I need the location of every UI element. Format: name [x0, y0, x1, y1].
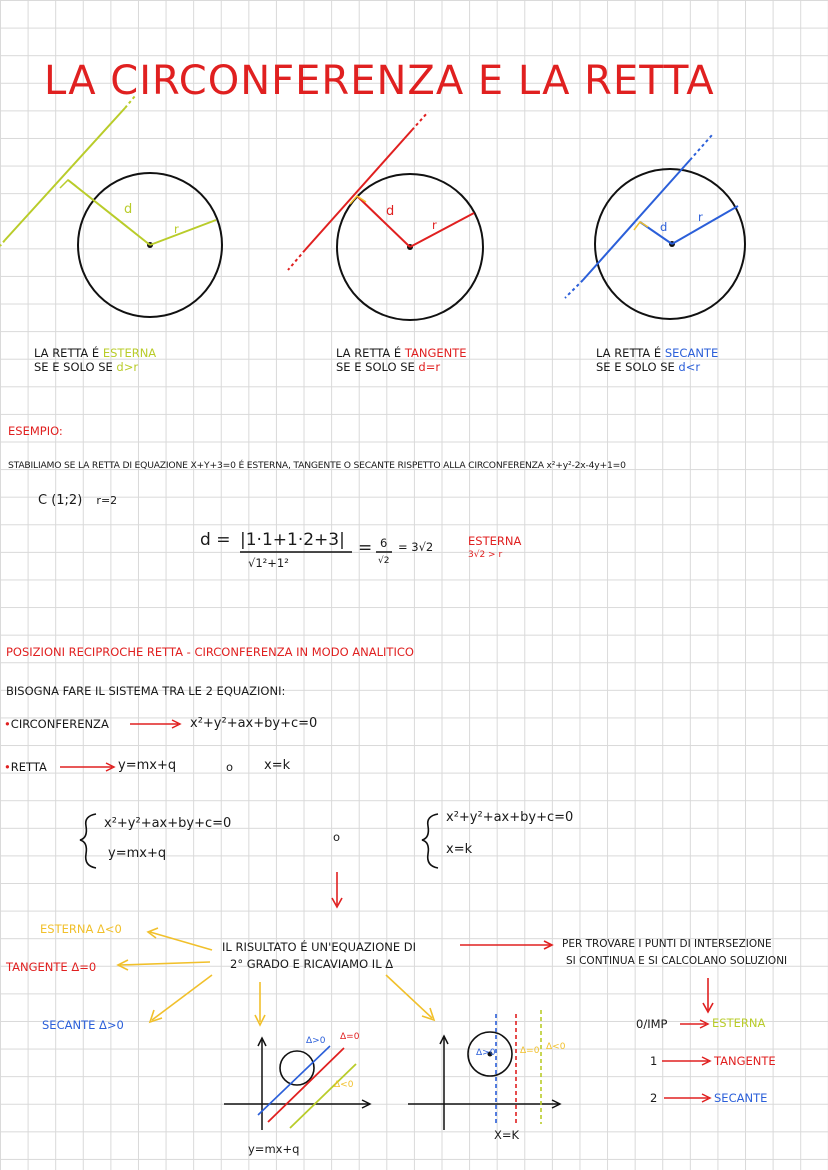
graph1-caption: y=mx+q	[248, 1142, 300, 1156]
delta-tangente: TANGENTE Δ=0	[6, 960, 97, 974]
word-secante: SECANTE	[664, 346, 719, 360]
graph2-label-b: Δ=0	[520, 1046, 540, 1056]
diagram-secante	[565, 135, 745, 319]
system1-eq1: x²+y²+ax+by+c=0	[104, 816, 232, 831]
solution-count-0: 0/IMP	[636, 1017, 668, 1031]
d-denominator: √1²+1²	[248, 556, 289, 570]
retta-or: o	[226, 760, 234, 774]
condition-esterna: d>r	[116, 360, 139, 374]
solution-tangente: TANGENTE	[714, 1054, 776, 1068]
graph2-caption: X=K	[494, 1128, 520, 1142]
equals-sign: =	[358, 538, 373, 558]
solution-secante: SECANTE	[714, 1091, 768, 1105]
analytic-heading: POSIZIONI RECIPROCHE RETTA - CIRCONFERENZA IN MODO ANALITICO	[6, 645, 414, 659]
example-heading: ESEMPIO:	[8, 424, 63, 438]
label-r-secante: r	[698, 210, 703, 224]
word-tangente: TANGENTE	[404, 346, 467, 360]
condition-secante: d<r	[678, 360, 701, 374]
delta-esterna: ESTERNA Δ<0	[40, 922, 122, 936]
solution-count-1: 1	[650, 1054, 658, 1068]
system1-eq2: y=mx+q	[108, 846, 167, 861]
d-symbol: d =	[200, 530, 231, 550]
label-r-esterna: r	[174, 222, 179, 236]
equation-retta-alt: x=k	[264, 758, 291, 773]
label-d-secante: d	[660, 220, 668, 234]
points-line2: SI CONTINUA E SI CALCOLANO SOLUZIONI	[566, 955, 788, 967]
result-line2: 2° GRADO E RICAVIAMO IL Δ	[230, 957, 394, 971]
caption-esterna: LA RETTA É ESTERNA SE E SOLO SE d>r	[34, 346, 157, 374]
result-line1: IL RISULTATO É UN'EQUAZIONE DI	[222, 940, 417, 954]
graph1-label-a: Δ>0	[306, 1036, 326, 1046]
fraction-numerator: 6	[380, 536, 388, 550]
equation-circonferenza: x²+y²+ax+by+c=0	[190, 716, 318, 731]
result-value: = 3√2	[398, 540, 434, 554]
solution-esterna: ESTERNA	[712, 1016, 766, 1030]
caption-tangente: LA RETTA É TANGENTE SE E SOLO SE d=r	[336, 346, 467, 374]
diagram-esterna	[0, 96, 222, 317]
word-esterna: ESTERNA	[102, 346, 157, 360]
graph2-label-c: Δ<0	[546, 1042, 566, 1052]
graph2-label-a: Δ>0	[476, 1048, 496, 1058]
radius-label: r=2	[96, 494, 118, 507]
label-d-esterna: d	[124, 202, 133, 217]
example-statement: STABILIAMO SE LA RETTA DI EQUAZIONE X+Y+3=0 É ESTERNA, TANGENTE O SECANTE RISPETTO ALLA CIRCONFERENZA x²+y²-2x-4y+1=0	[8, 460, 626, 471]
graph1-label-c: Δ<0	[334, 1080, 354, 1090]
center-label: C (1;2)	[38, 493, 83, 508]
delta-secante: SECANTE Δ>0	[42, 1018, 124, 1032]
bullet-circonferenza: •CIRCONFERENZA	[4, 717, 109, 731]
caption-secante: LA RETTA É SECANTE SE E SOLO SE d<r	[596, 346, 719, 374]
graph1-label-b: Δ=0	[340, 1032, 360, 1042]
solution-count-2: 2	[650, 1091, 658, 1105]
label-r-tangente: r	[432, 218, 437, 232]
points-line1: PER TROVARE I PUNTI DI INTERSEZIONE	[562, 938, 772, 950]
system2-eq2: x=k	[446, 842, 473, 857]
graph-vertical-lines	[408, 1010, 560, 1130]
bullet-retta: •RETTA	[4, 760, 47, 774]
condition-tangente: d=r	[418, 360, 441, 374]
d-numerator: |1·1+1·2+3|	[240, 530, 345, 550]
systems-or: o	[333, 830, 341, 844]
fraction-denominator: √2	[378, 556, 390, 566]
equation-retta: y=mx+q	[118, 758, 177, 773]
verdict: ESTERNA	[468, 534, 522, 548]
system2-eq1: x²+y²+ax+by+c=0	[446, 810, 574, 825]
analytic-intro: BISOGNA FARE IL SISTEMA TRA LE 2 EQUAZIONI:	[6, 684, 286, 698]
example-center	[38, 493, 117, 508]
verdict-note: 3√2 > r	[468, 550, 503, 560]
page-title: LA CIRCONFERENZA E LA RETTA	[44, 58, 715, 104]
label-d-tangente: d	[386, 204, 395, 219]
